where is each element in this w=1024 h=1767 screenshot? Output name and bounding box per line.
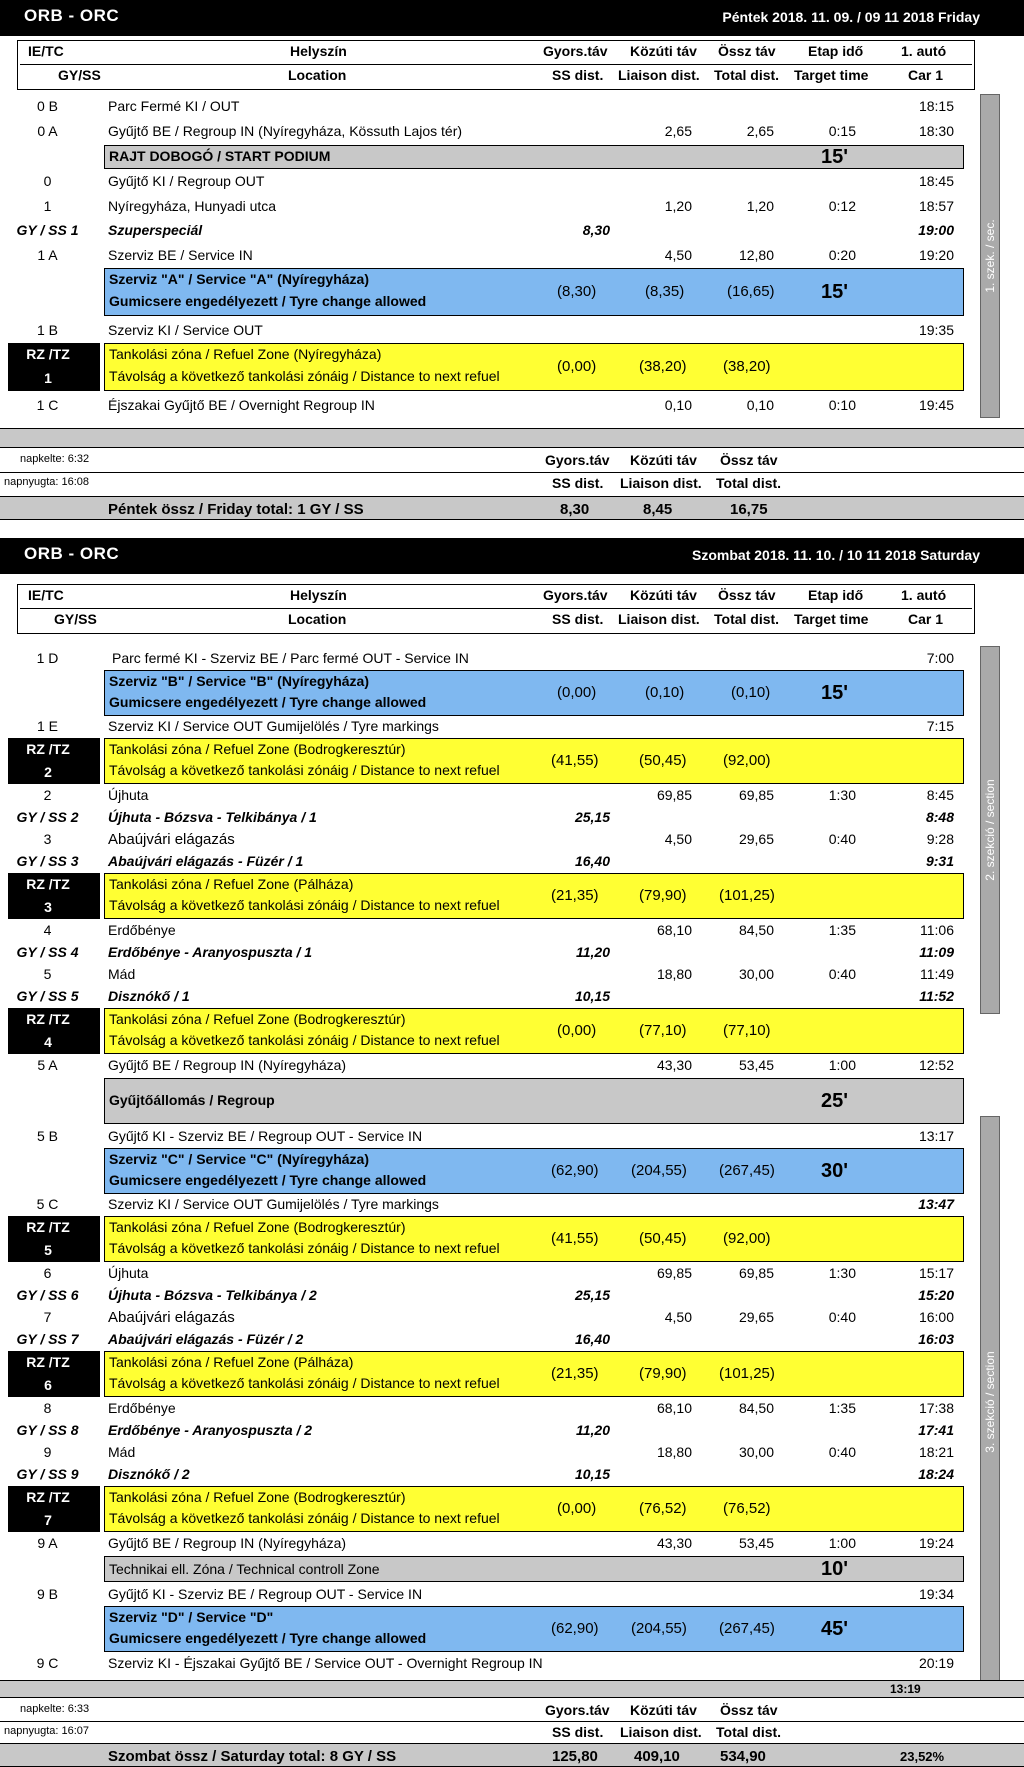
footer-line <box>0 1721 1024 1722</box>
special-stage-row: GY / SS 7 Abaújvári elágazás - Füzér / 2 16,40 16:03 <box>16 1331 954 1347</box>
refuel-zone-row: RZ /TZ 7 Tankolási zóna / Refuel Zone (Bodrogkeresztúr) Távolság a következő tankolási zónáig / Distance to next refuel (0,00) (76,52) (76,52) <box>0 1486 1024 1532</box>
hdr-helyszin: Helyszín <box>290 43 347 59</box>
hdr-liaison: Liaison dist. <box>618 67 700 83</box>
sunset: napnyugta: 16:07 <box>4 1725 90 1737</box>
day-duration: 13:19 <box>890 1682 921 1696</box>
hdr-auto: 1. autó <box>901 43 947 59</box>
table-row: 0 Gyűjtő KI / Regroup OUT 18:45 <box>43 173 954 189</box>
table-row: 1 B Szerviz KI / Service OUT 19:35 <box>36 322 954 338</box>
column-header: IE/TC GY/SS Helyszín Location Gyors.táv SS dist. Közúti táv Liaison dist. Össz táv Total dist. Etap idő Target time 1. autó Car 1 <box>17 584 975 634</box>
saturday-itinerary <box>0 538 1024 1767</box>
hdr-gyors: Gyors.táv <box>543 43 608 59</box>
special-stage-row: GY / SS 8 Erdőbénye - Aranyospuszta / 2 11,20 17:41 <box>16 1422 954 1438</box>
saturday-divider <box>0 1680 1024 1698</box>
table-row: 0 B Parc Fermé KI / OUT 18:15 <box>36 98 954 114</box>
table-row: 5 Mád 18,80 30,00 0:40 11:49 <box>43 966 954 982</box>
table-row: 7 Abaújvári elágazás 4,50 29,65 0:40 16:00 <box>43 1309 954 1326</box>
header-divider <box>20 608 972 609</box>
table-row: 6 Újhuta 69,85 69,85 1:30 15:17 <box>43 1265 954 1281</box>
friday-date: Péntek 2018. 11. 09. / 09 11 2018 Friday <box>722 9 980 25</box>
sunrise: napkelte: 6:33 <box>20 1703 90 1715</box>
special-stage-row: GY / SS 9 Disznókő / 2 10,15 18:24 <box>16 1466 954 1482</box>
refuel-zone-row: RZ /TZ 3 Tankolási zóna / Refuel Zone (Pálháza) Távolság a következő tankolási zónáig / Distance to next refuel (21,35) (79,90) (101,25) <box>0 873 1024 919</box>
rally-title: ORB - ORC <box>24 6 120 25</box>
ss-percentage: 23,52% <box>900 1749 945 1764</box>
section-2-label: 2. szekció / section <box>983 779 997 881</box>
special-stage-row: GY / SS 5 Disznókő / 1 10,15 11:52 <box>16 988 954 1004</box>
special-stage-row: GY / SS 2 Újhuta - Bózsva - Telkibánya / 1 25,15 8:48 <box>16 809 954 825</box>
section-1-label: 1. szek. / sec. <box>983 219 997 293</box>
refuel-zone-row <box>0 343 1024 391</box>
rally-title: ORB - ORC <box>24 544 120 563</box>
technical-zone-row: Technikai ell. Zóna / Technical controll Zone 10' <box>104 1556 964 1582</box>
hdr-ietc: IE/TC <box>28 43 64 59</box>
hdr-ossz: Össz táv <box>718 43 776 59</box>
start-podium-row: RAJT DOBOGÓ / START PODIUM 15' <box>104 145 964 169</box>
service-a-row: Szerviz "A" / Service "A" (Nyíregyháza) Gumicsere engedélyezett / Tyre change allowed (8,30) (8,35) (16,65) 15' <box>104 268 964 316</box>
saturday-title-bar <box>0 538 1024 574</box>
saturday-date: Szombat 2018. 11. 10. / 10 11 2018 Saturday <box>692 547 980 563</box>
column-header <box>17 40 975 90</box>
refuel-zone-row: RZ /TZ 5 Tankolási zóna / Refuel Zone (Bodrogkeresztúr) Távolság a következő tankolási zónáig / Distance to next refuel (41,55) (50,45) (92,00) <box>0 1216 1024 1262</box>
rz-label: RZ /TZ 1 <box>8 343 100 391</box>
table-row: 9 Mád 18,80 30,00 0:40 18:21 <box>43 1444 954 1460</box>
hdr-location: Location <box>288 67 347 83</box>
friday-total-bar: Péntek össz / Friday total: 1 GY / SS 8,30 8,45 16,75 <box>0 496 1024 520</box>
table-row: 9 B Gyűjtő KI - Szerviz BE / Regroup OUT - Service IN 19:34 <box>36 1586 954 1602</box>
table-row: 0 A Gyűjtő BE / Regroup IN (Nyíregyháza, Kössuth Lajos tér) 2,65 2,65 0:15 18:30 <box>37 123 954 139</box>
friday-title-bar <box>0 0 1024 36</box>
friday-footer: napkelte: 6:32 napnyugta: 16:08 Gyors.táv Közúti táv Össz táv SS dist. Liaison dist. Total dist. Péntek össz / Friday total: 1 GY / SS 8,30 8,45 16,75 <box>0 450 1024 530</box>
hdr-total: Total dist. <box>714 67 780 83</box>
friday-total-label: Péntek össz / Friday total: 1 GY / SS <box>108 501 364 518</box>
refuel-zone-row: RZ /TZ 2 Tankolási zóna / Refuel Zone (Bodrogkeresztúr) Távolság a következő tankolási zónáig / Distance to next refuel (41,55) (50,45) (92,00) <box>0 738 1024 784</box>
table-row: 3 Abaújvári elágazás 4,50 29,65 0:40 9:28 <box>43 831 954 848</box>
service-c-row: Szerviz "C" / Service "C" (Nyíregyháza) Gumicsere engedélyezett / Tyre change allowed (62,90) (204,55) (267,45) 30' <box>104 1148 964 1194</box>
table-row: 4 Erdőbénye 68,10 84,50 1:35 11:06 <box>43 922 954 938</box>
refuel-zone-row: RZ /TZ 4 Tankolási zóna / Refuel Zone (Bodrogkeresztúr) Távolság a következő tankolási zónáig / Distance to next refuel (0,00) (77,10) (77,10) <box>0 1008 1024 1054</box>
table-row: 9 A Gyűjtő BE / Regroup IN (Nyíregyháza) 43,30 53,45 1:00 19:24 <box>37 1535 954 1551</box>
footer-line <box>0 472 1024 473</box>
friday-itinerary <box>0 0 1024 530</box>
table-row: 1 D Parc fermé KI - Szerviz BE / Parc fermé OUT - Service IN 7:00 <box>36 650 954 666</box>
saturday-total-bar: Szombat össz / Saturday total: 8 GY / SS 125,80 409,10 534,90 23,52% <box>0 1743 1024 1767</box>
hdr-target: Target time <box>794 67 869 83</box>
hdr-gyss: GY/SS <box>58 67 101 83</box>
sunrise: napkelte: 6:32 <box>20 453 90 465</box>
sunset: napnyugta: 16:08 <box>4 476 90 488</box>
hdr-etap: Etap idő <box>808 43 864 59</box>
table-row: 5 B Gyűjtő KI - Szerviz BE / Regroup OUT - Service IN 13:17 <box>36 1128 954 1144</box>
hdr-car: Car 1 <box>908 67 944 83</box>
special-stage-row: GY / SS 3 Abaújvári elágazás - Füzér / 1 16,40 9:31 <box>16 853 954 869</box>
table-row: 1 E Szerviz KI / Service OUT Gumijelölés / Tyre markings 7:15 <box>36 718 954 734</box>
table-row: 8 Erdőbénye 68,10 84,50 1:35 17:38 <box>43 1400 954 1416</box>
table-row: 9 C Szerviz KI - Éjszakai Gyűjtő BE / Service OUT - Overnight Regroup IN 20:19 <box>36 1655 954 1671</box>
special-stage-row: GY / SS 6 Újhuta - Bózsva - Telkibánya / 2 25,15 15:20 <box>16 1287 954 1303</box>
saturday-total-label: Szombat össz / Saturday total: 8 GY / SS <box>108 1748 397 1765</box>
table-row: 1 C Éjszakai Gyűjtő BE / Overnight Regroup IN 0,10 0,10 0:10 19:45 <box>36 397 954 413</box>
table-row: 5 C Szerviz KI / Service OUT Gumijelölés / Tyre markings 13:47 <box>36 1196 954 1212</box>
regroup-row: Gyűjtőállomás / Regroup 25' <box>104 1078 964 1124</box>
saturday-footer: napkelte: 6:33 napnyugta: 16:07 Gyors.táv Közúti táv Össz táv SS dist. Liaison dist. Total dist. Szombat össz / Saturday total: 8 GY / SS 125,80 409,10 534,90 23,52% <box>0 1700 1024 1767</box>
special-stage-row: GY / SS 1 Szuperspeciál 8,30 19:00 <box>16 222 954 238</box>
table-row: 2 Újhuta 69,85 69,85 1:30 8:45 <box>43 787 954 803</box>
table-row: 1 Nyíregyháza, Hunyadi utca 1,20 1,20 0:12 18:57 <box>43 198 954 214</box>
hdr-ssdist: SS dist. <box>552 67 604 83</box>
refuel-zone-row: RZ /TZ 6 Tankolási zóna / Refuel Zone (Pálháza) Távolság a következő tankolási zónáig / Distance to next refuel (21,35) (79,90) (101,25) <box>0 1351 1024 1397</box>
header-divider <box>20 64 972 65</box>
service-d-row: Szerviz "D" / Service "D" Gumicsere engedélyezett / Tyre change allowed (62,90) (204,55) (267,45) 45' <box>104 1606 964 1652</box>
friday-divider <box>0 428 1024 448</box>
hdr-kozuti: Közúti táv <box>630 43 697 59</box>
table-row: 1 A Szerviz BE / Service IN 4,50 12,80 0:20 19:20 <box>37 247 954 263</box>
special-stage-row: GY / SS 4 Erdőbénye - Aranyospuszta / 1 11,20 11:09 <box>16 944 954 960</box>
section-3-label: 3. szekció / section <box>983 1351 997 1453</box>
table-row: 5 A Gyűjtő BE / Regroup IN (Nyíregyháza) 43,30 53,45 1:00 12:52 <box>37 1057 954 1073</box>
service-b-row: Szerviz "B" / Service "B" (Nyíregyháza) Gumicsere engedélyezett / Tyre change allowed (0,00) (0,10) (0,10) 15' <box>104 670 964 716</box>
refuel-zone-box: Tankolási zóna / Refuel Zone (Nyíregyháza) Távolság a következő tankolási zónáig / Distance to next refuel (0,00) (38,20) (38,20) <box>104 343 964 391</box>
